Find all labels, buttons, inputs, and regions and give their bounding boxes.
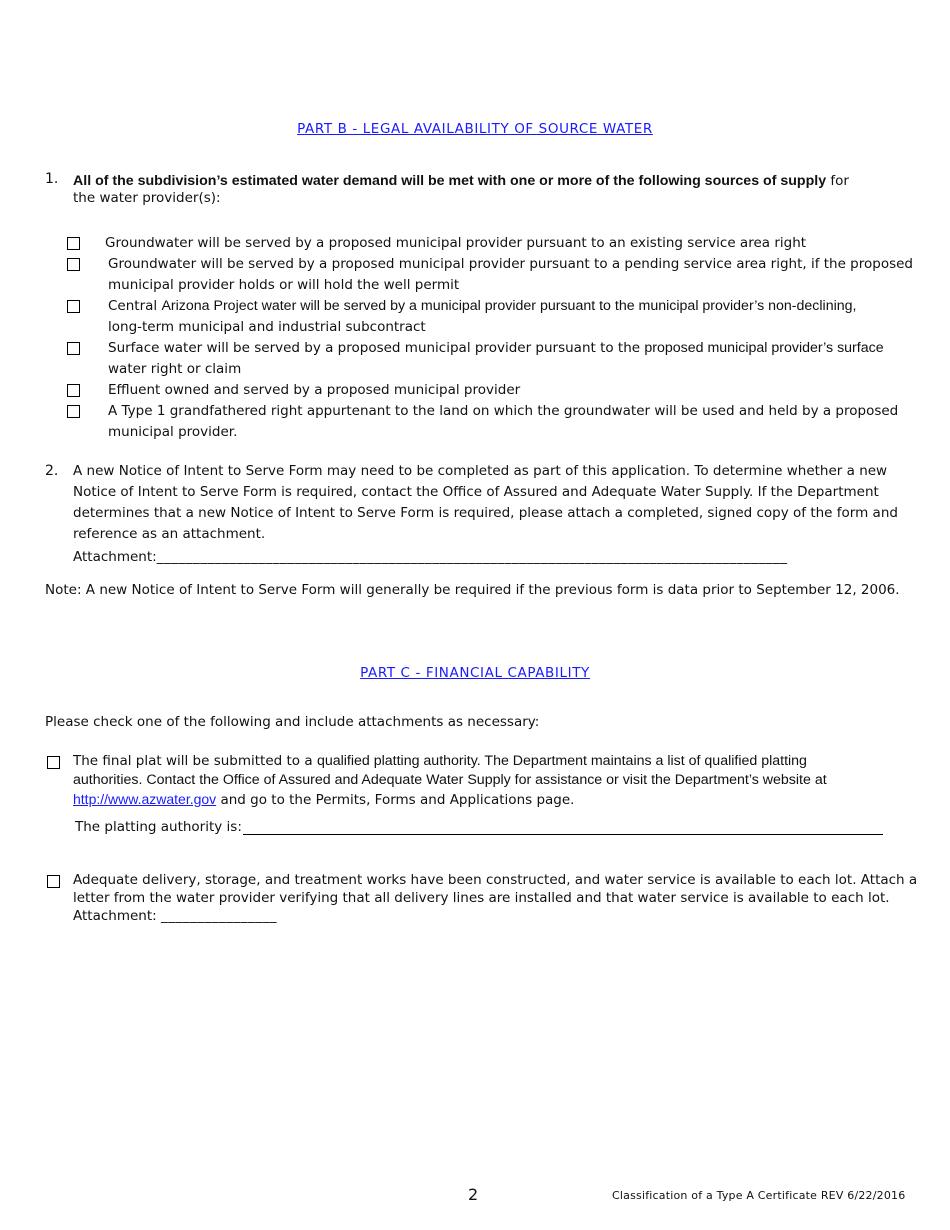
item-2-attachment-field[interactable]: _______________________________________________________________________________________: [156, 549, 788, 565]
item-2-line: Notice of Intent to Serve Form is required, contact the Office of Assured and Adequate Water Supply. If the Department: [73, 484, 879, 500]
item-2-text: [73, 461, 913, 545]
financial-option-1-line1b: qualified platting authority. The Department maintains a list of qualified platting: [316, 753, 807, 769]
financial-option-2-attachment-field[interactable]: ________________: [160, 908, 277, 924]
financial-option-2-attachment-label: Attachment:: [73, 908, 161, 924]
item-1-line2: the water provider(s):: [73, 190, 221, 206]
source-option-1: Groundwater will be served by a proposed municipal provider pursuant to an existing service area right: [105, 235, 807, 251]
source-option-checkbox-5[interactable]: [67, 384, 80, 397]
financial-option-1-line2b: . Contact the Office of Assured and Adequate Water Supply for assistance or visit the Department’s website at: [138, 772, 827, 788]
source-option-4-line2: water right or claim: [108, 361, 242, 377]
item-2-line: A new Notice of Intent to Serve Form may need to be completed as part of this application. To determine whether a new: [73, 463, 888, 479]
source-option-4: [108, 338, 905, 380]
part-c-heading: PART C - FINANCIAL CAPABILITY: [360, 665, 590, 681]
item-1-number: 1.: [45, 171, 59, 187]
part-b-heading: PART B - LEGAL AVAILABILITY OF SOURCE WATER: [297, 121, 653, 137]
source-option-checkbox-1[interactable]: [67, 237, 80, 250]
platting-authority-field[interactable]: [243, 834, 883, 835]
source-option-4-line1: proposed municipal provider’s surface: [644, 340, 884, 356]
financial-option-checkbox-2[interactable]: [47, 875, 60, 888]
source-option-3-prefix: Central: [108, 298, 162, 314]
page-number: 2: [468, 1185, 479, 1204]
financial-option-1-line3-tail: and go to the Permits, Forms and Applications page.: [216, 792, 575, 808]
source-option-5: Effluent owned and served by a proposed municipal provider: [108, 382, 521, 398]
source-option-4-prefix: Surface water will be served by a proposed municipal provider pursuant to the: [108, 340, 645, 356]
financial-option-2-line2: letter from the water provider verifying that all delivery lines are installed and that water service is available to each lot.: [73, 890, 890, 906]
source-option-3: [108, 296, 905, 338]
source-option-3-line1: Arizona Project water will be served by a municipal provider pursuant to the municipal provider’s non-declining,: [161, 298, 857, 314]
source-option-checkbox-2[interactable]: [67, 258, 80, 271]
source-option-checkbox-3[interactable]: [67, 300, 80, 313]
item-1-tail: for: [826, 173, 849, 189]
source-option-3-line2: long-term municipal and industrial subcontract: [108, 319, 426, 335]
footer-doc-title: Classification of a Type A Certificate REV 6/22/2016: [612, 1189, 906, 1202]
item-2-line: reference as an attachment.: [73, 526, 266, 542]
source-option-6: [108, 401, 905, 443]
source-option-checkbox-6[interactable]: [67, 405, 80, 418]
financial-option-1-line1a: The final plat will be submitted to a: [73, 753, 317, 769]
part-b-note: Note: A new Notice of Intent to Serve Form will generally be required if the previous form is data prior to September 12, 2006.: [45, 582, 900, 598]
source-option-2-line1: Groundwater will be served by a proposed municipal provider pursuant to a pending service area right, if the proposed: [108, 256, 914, 272]
financial-option-1: [73, 752, 913, 810]
item-2-line: determines that a new Notice of Intent to Serve Form is required, please attach a completed, signed copy of the form and: [73, 505, 898, 521]
part-c-instruction: Please check one of the following and include attachments as necessary:: [45, 714, 540, 730]
source-option-2: [108, 254, 914, 296]
source-option-6-line1: A Type 1 grandfathered right appurtenant to the land on which the groundwater will be used and held by a proposed: [108, 403, 899, 419]
source-option-checkbox-4[interactable]: [67, 342, 80, 355]
item-2-attachment: [73, 548, 787, 566]
item-2-number: 2.: [45, 463, 59, 479]
item-1-bold-text: All of the subdivision’s estimated water demand will be met with one or more of the following sources of supply: [73, 173, 827, 189]
source-option-2-line2: municipal provider holds or will hold the well permit: [108, 277, 460, 293]
source-option-6-line2: municipal provider.: [108, 424, 238, 440]
item-2-attachment-label: Attachment:: [73, 549, 157, 565]
azwater-link[interactable]: http://www.azwater.gov: [73, 791, 217, 807]
financial-option-2: [73, 871, 918, 925]
financial-option-2-line1: Adequate delivery, storage, and treatment works have been constructed, and water service is available to each lot. Attach a: [73, 872, 918, 888]
financial-option-1-line2a: authorities: [73, 772, 139, 788]
financial-option-checkbox-1[interactable]: [47, 756, 60, 769]
platting-authority-label: The platting authority is:: [75, 819, 242, 835]
